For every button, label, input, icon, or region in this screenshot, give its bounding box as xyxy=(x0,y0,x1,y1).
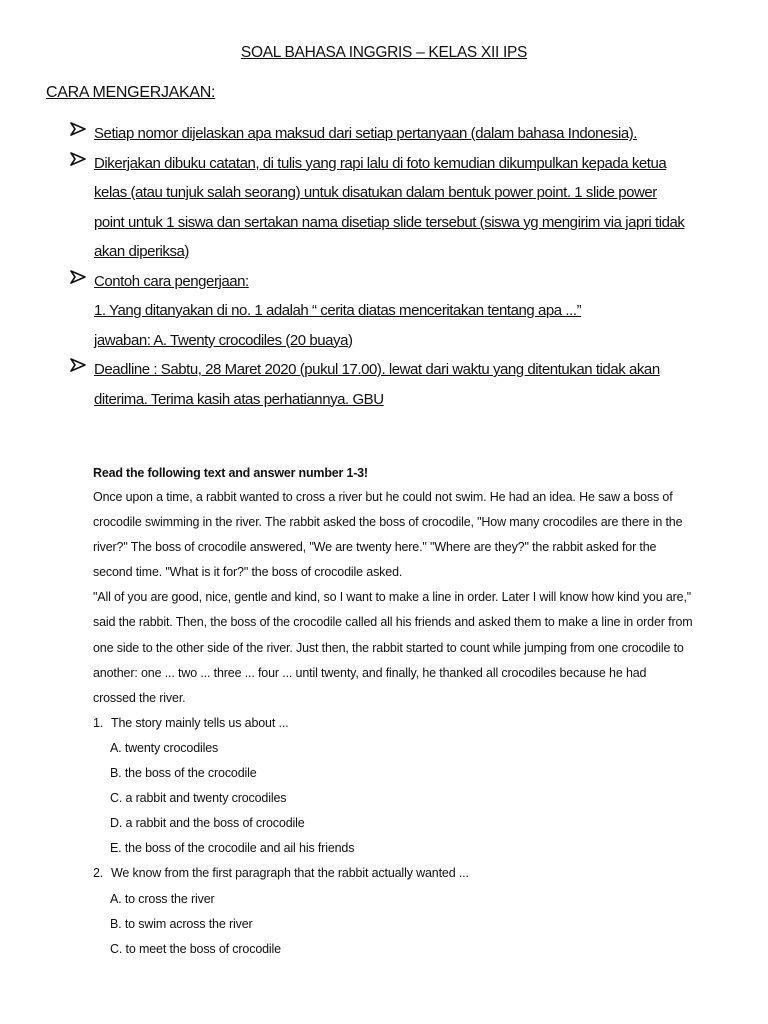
arrow-bullet-icon xyxy=(70,358,86,372)
question-number: 2. xyxy=(93,866,104,881)
paragraph-line: second time. "What is it for?" the boss of crocodile asked. xyxy=(93,565,403,580)
instruction-item xyxy=(70,149,730,267)
question-text: The story mainly tells us about ... xyxy=(111,715,289,730)
instruction-item xyxy=(70,355,730,414)
answer-option: B. the boss of the crocodile xyxy=(110,766,257,781)
paragraph-line: crossed the river. xyxy=(93,690,186,705)
arrow-bullet-icon xyxy=(70,270,86,284)
question-number: 1. xyxy=(93,715,104,730)
instruction-line: 1. Yang ditanyakan di no. 1 adalah “ cerita diatas menceritakan tentang apa ...” xyxy=(94,302,582,319)
instruction-line: Contoh cara pengerjaan: xyxy=(94,272,249,290)
arrow-bullet-icon xyxy=(70,152,86,166)
instructions-heading: CARA MENGERJAKAN: xyxy=(46,84,216,101)
paragraph-line: one side to the other side of the river. Just then, the rabbit started to count while jumping from one crocodile to xyxy=(93,640,684,655)
story-paragraph xyxy=(93,485,733,711)
instruction-item xyxy=(70,267,730,356)
paragraph-line: another: one ... two ... three ... four ... until twenty, and finally, he thanked all crocodiles because he had xyxy=(93,665,647,680)
answer-option: A. to cross the river xyxy=(110,891,215,906)
instruction-line: point untuk 1 siswa dan sertakan nama disetiap slide tersebut (siswa yg mengirim via japri tidak xyxy=(94,213,685,231)
paragraph-line: Once upon a time, a rabbit wanted to cross a river but he could not swim. He had an idea. He saw a boss of xyxy=(93,490,673,504)
answer-option: C. a rabbit and twenty crocodiles xyxy=(110,791,287,806)
reading-section xyxy=(93,461,733,962)
question-1 xyxy=(93,711,733,736)
instructions-list xyxy=(70,119,730,414)
paragraph-line: "All of you are good, nice, gentle and kind, so I want to make a line in order. Later I will know how kind you are," xyxy=(93,590,692,605)
answer-option: B. to swim across the river xyxy=(110,916,253,931)
page-title: SOAL BAHASA INGGRIS – KELAS XII IPS xyxy=(240,44,528,61)
question-text: We know from the first paragraph that the rabbit actually wanted ... xyxy=(111,866,469,881)
question-list xyxy=(93,711,733,962)
instruction-line: kelas (atau tunjuk salah seorang) untuk disatukan dalam bentuk power point. 1 slide power xyxy=(94,184,657,201)
arrow-bullet-icon xyxy=(70,122,86,136)
answer-option: D. a rabbit and the boss of crocodile xyxy=(110,816,305,831)
instruction-line: Deadline : Sabtu, 28 Maret 2020 (pukul 17.00). lewat dari waktu yang ditentukan tidak akan xyxy=(94,361,660,378)
paragraph-line: said the rabbit. Then, the boss of the crocodile called all his friends and asked them to make a line in order from xyxy=(93,615,693,630)
question-2 xyxy=(93,861,733,886)
answer-option: C. to meet the boss of crocodile xyxy=(110,941,281,956)
instruction-line: jawaban: A. Twenty crocodiles (20 buaya) xyxy=(94,331,353,349)
paragraph-line: river?" The boss of crocodile answered, "We are twenty here." "Where are they?" the rabbit asked for the xyxy=(93,540,657,555)
answer-option: A. twenty crocodiles xyxy=(110,740,219,755)
instruction-line: Dikerjakan dibuku catatan, di tulis yang rapi lalu di foto kemudian dikumpulkan kepada ketua xyxy=(94,154,667,172)
instruction-line: akan diperiksa) xyxy=(94,243,189,260)
instruction-item xyxy=(70,119,730,149)
paragraph-line: crocodile swimming in the river. The rabbit asked the boss of crocodile, "How many crocodiles are there in the xyxy=(93,515,683,530)
instruction-line: Setiap nomor dijelaskan apa maksud dari setiap pertanyaan (dalam bahasa Indonesia). xyxy=(94,125,638,142)
instruction-line: diterima. Terima kasih atas perhatiannya. GBU xyxy=(94,390,384,408)
reading-title: Read the following text and answer number 1-3! xyxy=(93,466,368,480)
answer-option: E. the boss of the crocodile and ail his friends xyxy=(110,841,355,856)
